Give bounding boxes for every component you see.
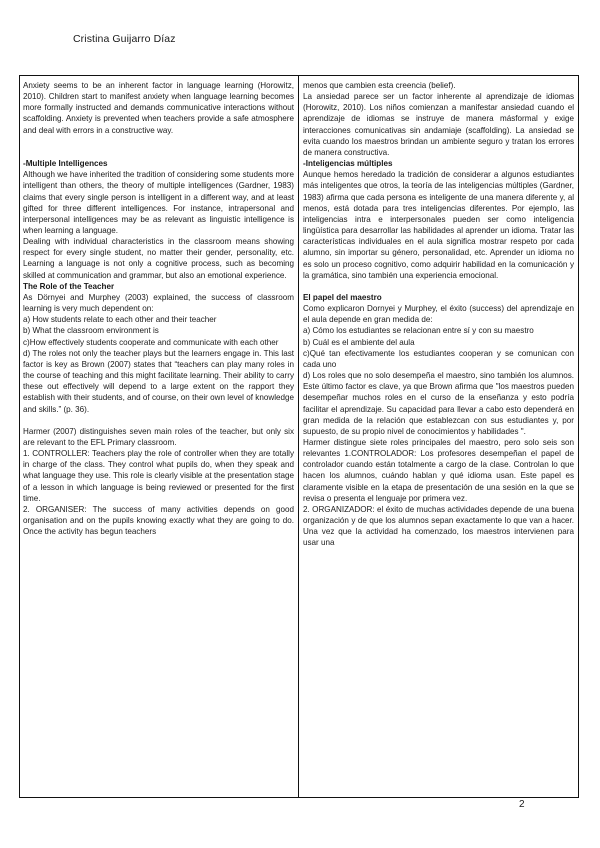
paragraph: La ansiedad parece ser un factor inherente al aprendizaje de idiomas (Horowitz, 2010). Los niños comienzan a manifestar ansiedad cuando el aprendizaje de idiomas se instruye de manera másformal y exige interacciones comunicativas sin andamiaje (scaffolding). La ansiedad se evita cuando los maestros brindan un ambiente seguro y tratan los errores de manera constructiva.: [303, 92, 574, 157]
paragraph: 1. CONTROLLER: Teachers play the role of controller when they are totally in charge of the class. They control what pupils do, when they speak and what language they use. This role is clearly visible at the presentation stage of a lesson in which language is being reviewed or presented for the first time.: [23, 449, 294, 503]
spanish-column: [299, 76, 578, 797]
spacer: [23, 415, 294, 426]
paragraph: Although we have inherited the tradition of considering some students more intelligent than others, the theory of multiple intelligences (Gardner, 1983) claims that every single person is intelligent in a different way, and at least gifted for three different intelligences. For instance, intrapersonal and interpersonal intelligences may be as relevant as linguistic intelligence is when learning a language.: [23, 170, 294, 235]
english-column: [20, 76, 299, 797]
list-item: b) Cuál es el ambiente del aula: [303, 337, 415, 347]
paragraph: Como explicaron Dornyei y Murphey, el éxito (success) del aprendizaje en el aula depende en gran medida de:: [303, 304, 574, 325]
list-item: a) How students relate to each other and their teacher: [23, 315, 217, 325]
paragraph: As Dörnyei and Murphey (2003) explained, the success of classroom learning is very much dependent on:: [23, 292, 294, 314]
spacer: [23, 136, 294, 147]
spacer: [303, 281, 574, 292]
paragraph: 2. ORGANISER: The success of many activities depends on good organisation and on the pupils knowing exactly what they are going to do. Once the activity has begun teachers: [23, 504, 294, 537]
paragraph: Anxiety seems to be an inherent factor in language learning (Horowitz, 2010). Children start to manifest anxiety when language learning becomes more formally instructed and demands communicative interactions without scaffolding. Anxiety is prevented when teachers provide a safe atmosphere and deal with errors in a constructive way.: [23, 81, 294, 135]
paragraph: 2. ORGANIZADOR: el éxito de muchas actividades depende de una buena organización y de que los alumnos sepan exactamente lo que van a hacer. Una vez que la actividad ha comenzado, los maestros intervienen para usar una: [303, 504, 574, 548]
section-heading: -Inteligencias múltiples: [303, 159, 393, 169]
paragraph: menos que cambien esta creencia (belief).: [303, 81, 456, 90]
paragraph: Harmer (2007) distinguishes seven main roles of the teacher, but only six are relevant to the EFL Primary classroom.: [23, 426, 294, 447]
list-item: c)How effectively students cooperate and communicate with each other: [23, 337, 279, 347]
bilingual-table: [19, 75, 579, 798]
list-item: a) Cómo los estudiantes se relacionan entre sí y con su maestro: [303, 326, 534, 336]
author-name: Cristina Guijarro Díaz: [73, 33, 176, 45]
paragraph: d) Los roles que no solo desempeña el maestro, sino también los alumnos. Este último factor es clave, ya que Brown afirma que "los maestros pueden desempeñar muchos roles en el curso de la enseñanza y esto podría facilitar el aprendizaje. Su capacidad para llevar a cabo esto dependerá en gran medida de la relación que establezcan con sus estudiantes y, por supuesto, de su propio nivel de conocimientos y habilidades ".: [303, 371, 574, 436]
list-item: b) What the classroom environment is: [23, 326, 159, 336]
list-item: c)Qué tan efectivamente los estudiantes cooperan y se comunican con cada uno: [303, 348, 574, 369]
section-heading: -Multiple Intelligences: [23, 159, 108, 169]
section-heading: El papel del maestro: [303, 292, 382, 302]
page-number: 2: [519, 799, 525, 810]
paragraph: Dealing with individual characteristics in the classroom means showing respect for every single student, no matter their gender, personality, etc. Learning a language is not only a cognitive process, such as becoming skilled at communication and grammar, but also an emotional experience.: [23, 237, 294, 280]
paragraph: Aunque hemos heredado la tradición de considerar a algunos estudiantes más inteligentes que otros, la teoría de las inteligencias múltiples (Gardner, 1983) afirma que cada persona es inteligente de una manera diferente y, al menos, está dotada para tres inteligencias diferentes. Por ejemplo, las inteligencias intra e interpersonales pueden ser como inteligencia lingüística para desarrollar las habilidades al aprender un idioma. Tratar las características individuales en el aula significa mostrar respeto por cada alumno, sin importar su género, personalidad, etc. Aprender un idioma no es solo un proceso cognitivo, como adquirir habilidad en la comunicación y la gramática, sino también una experiencia emocional.: [303, 170, 574, 280]
paragraph: Harmer distingue siete roles principales del maestro, pero solo seis son relevantes 1.CONTROLADOR: Los profesores desempeñan el papel de controlador cuando están totalmente a cargo de la clase. Controlan lo que hacen los alumnos, cuándo hablan y qué idioma usan. Este papel es claramente visible en la etapa de presentación de una sesión en la que se revisa o presenta el lenguaje por primera vez.: [303, 437, 574, 503]
section-heading: The Role of the Teacher: [23, 281, 115, 291]
spacer: [23, 147, 294, 158]
paragraph: d) The roles not only the teacher plays but the learners engage in. This last factor is key as Brown (2007) states that “teachers can play many roles in the course of teaching and this might facilitate learning. Their ability to carry these out effectively will depend to a large extent on the rapport they establish with their students, and of course, on their own level of knowledge and skills.” (p. 36).: [23, 348, 294, 414]
